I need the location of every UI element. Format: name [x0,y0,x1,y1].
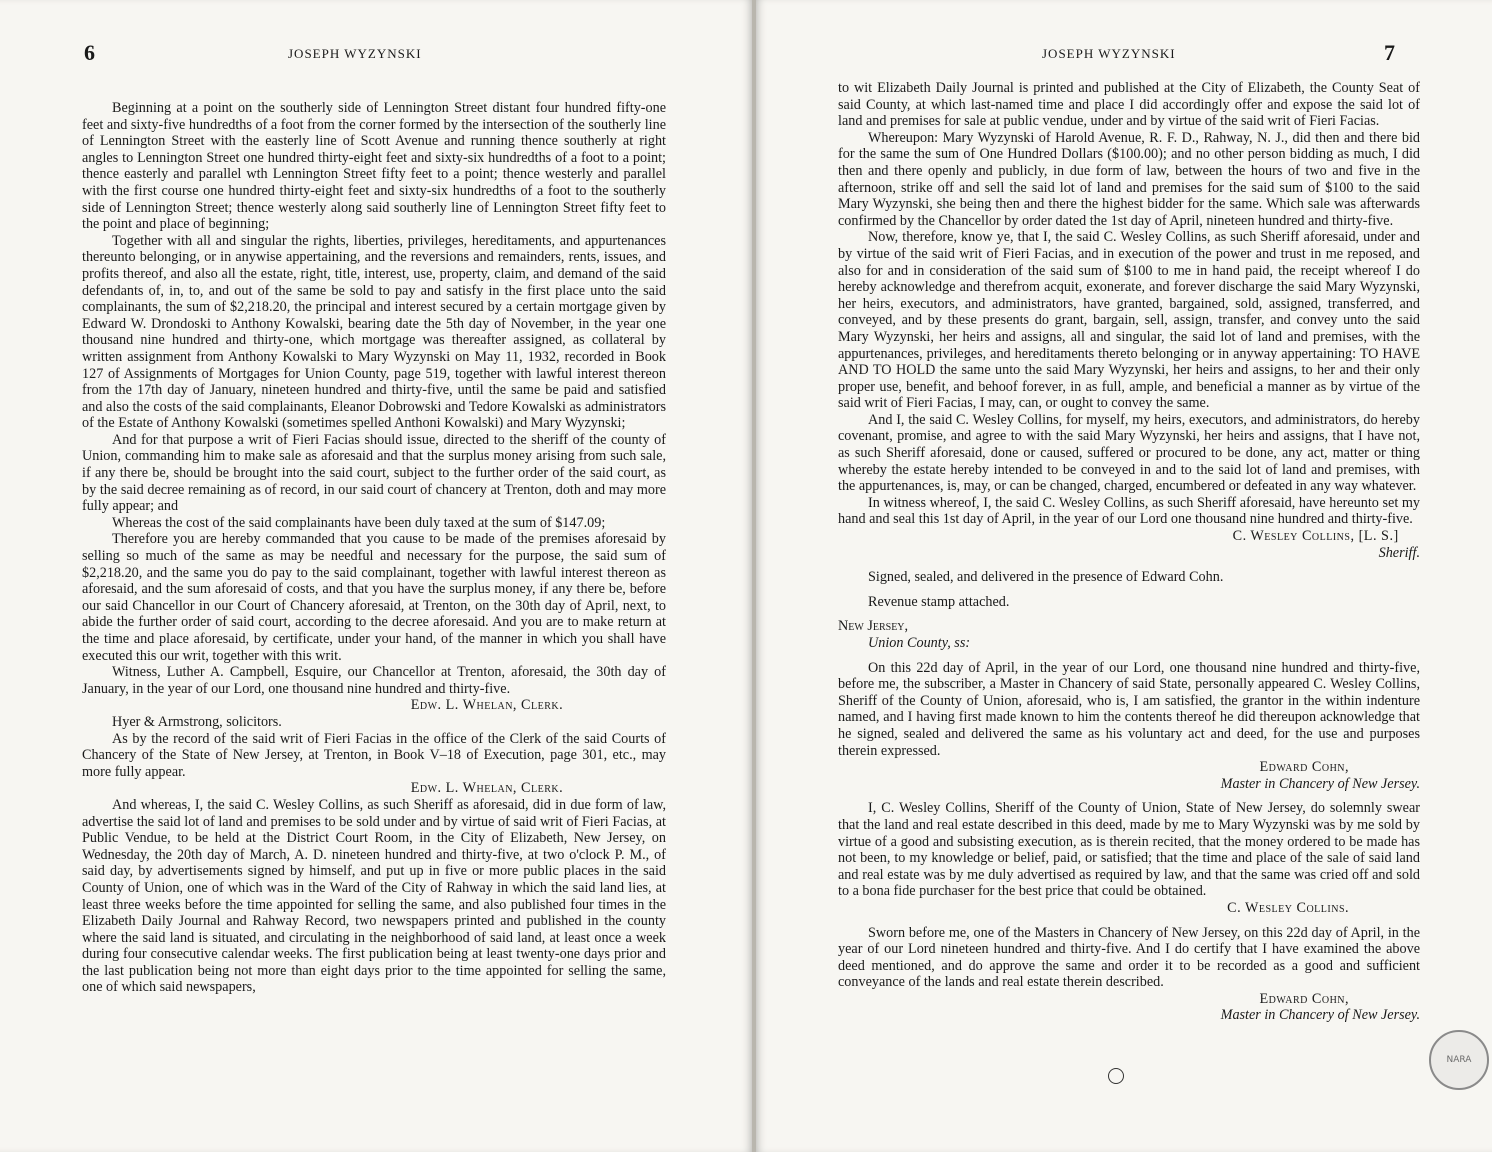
paragraph: On this 22d day of April, in the year of our Lord, one thousand nine hundred and thirty-five, before me, the subscriber, a Master in Chancery of said State, personally appeared C. Wesley Collins, Sheriff of the County of Union, aforesaid, who is, I am satisfied, the grantor in the within indenture named, and I having first made known to him the contents thereof he did thereupon acknowledge that he signed, sealed and delivered the same as his voluntary act and deed, for the use and purposes therein expressed. [838,659,1420,759]
solicitors-line: Hyer & Armstrong, solicitors. [112,713,282,730]
paragraph: Now, therefore, know ye, that I, the said C. Wesley Collins, as such Sheriff aforesaid, under and by virtue of the said writ of Fieri Facias, and in execution of the power and trust in me reposed, and also for and in consideration of the said sum of $100 to me in hand paid, the receipt whereof I do hereby acknowledge and therefrom acquit, exonerate, and forever discharge the said Mary Wyzynski, her heirs, executors, and administrators, have granted, bargained, sold, assigned, transferred, and conveyed, and by these presents do grant, bargain, sell, assign, transfer, and convey unto the said Mary Wyzynski, her heirs and assigns, all and singular, the said lot of land and premises, with the appurtenances, privileges, and hereditaments thereto belonging or in anyway appertaining: TO HAVE AND TO HOLD the same unto the said Mary Wyzynski, her heirs and assigns, to her and their only proper use, benefit, and behoof forever, in as full, ample, and beneficial a manner as by virtue of the said writ of Fieri Facias, I may, can, or ought to convey the same. [838,229,1420,412]
paragraph: I, C. Wesley Collins, Sheriff of the County of Union, State of New Jersey, do solemnly swear that the land and real estate described in this deed, made by me to Mary Wyzynski was by me sold by virtue of a good and subsisting execution, as is therein recited, that the money ordered to be made has not been, to my knowledge or belief, paid, or satisfied; that the time and place of the sale of said land and real estate was by me duly advertised as required by law, and that the same was cried off and sold to a bona fide purchaser for the best price that could be obtained. [838,800,1420,900]
master-title: Master in Chancery of New Jersey. [1220,775,1420,792]
paragraph: And for that purpose a writ of Fieri Facias should issue, directed to the sheriff of the county of Union, commanding him to make sale as aforesaid and that the surplus money arising from such sale, if any there be, should be brought into the said court, subject to the further order of the said court, as by the said decree remaining as of record, in our said court of chancery at Trenton, doth and may more fully appear; and [82,431,666,515]
paragraph: In witness whereof, I, the said C. Wesley Collins, as such Sheriff aforesaid, have hereunto set my hand and seal this 1st day of April, in the year of our Lord one thousand nine hundred and thirty-five. [838,494,1420,528]
paragraph: Whereas the cost of the said complainants have been duly taxed at the sum of $147.09; [112,514,606,531]
sheriff-title: Sheriff. [1378,544,1420,561]
library-stamp-icon: NARA [1429,1030,1489,1090]
master-title: Master in Chancery of New Jersey. [1220,1007,1420,1024]
paragraph: As by the record of the said writ of Fieri Facias in the office of the Clerk of the said Courts of Chancery of the State of New Jersey, at Trenton, in Book V–18 of Execution, page 301, etc., may more fully appear. [82,730,666,780]
master-signature: Edward Cohn, [1259,759,1350,776]
right-page [756,0,1492,1152]
oath-signature: C. Wesley Collins. [1227,899,1350,916]
page-number: 7 [1384,40,1395,65]
left-body-text [82,100,666,996]
paragraph: to wit Elizabeth Daily Journal is printed and published at the City of Elizabeth, the County Seat of said County, at which last-named time and place I did accordingly offer and expose the said lot of land and premises for sale at public vendue, under and by virtue of the said writ of Fieri Facias. [838,80,1420,130]
paragraph: Sworn before me, one of the Masters in Chancery of New Jersey, on this 22d day of April, in the year of our Lord nineteen hundred and thirty-five. And I do certify that I have examined the above deed mentioned, and do approve the same and order it to be recorded as a good and sufficient conveyance of the lands and real estate therein described. [838,924,1420,991]
paragraph: Therefore you are hereby commanded that you cause to be made of the premises aforesaid by selling so much of the same as may be needful and necessary for the purpose, the said sum of $2,218.20, and the same you do pay to the said complainant, together with lawful interest thereon as aforesaid, and the sum aforesaid of costs, and that you have the surplus money, if any there be, before our said Chancellor in our Court of Chancery aforesaid, at Trenton, on the 30th day of April, next, to abide the further order of said court, according to the decree aforesaid. And you are to make return at the time and place aforesaid, by certificate, under your hand, of the manner in which you shall have executed this our writ, together with this writ. [82,531,666,664]
ring-mark-icon [1108,1068,1124,1084]
paragraph: Whereupon: Mary Wyzynski of Harold Avenue, R. F. D., Rahway, N. J., did then and there bid for the same the sum of One Hundred Dollars ($100.00); and no other person bidding as much, I did then and there openly and publicly, in due form of law, between the hours of two and five in the afternoon, strike off and sell the said lot of land and premises for the said sum of $100 to the said Mary Wyzynski, she being then and there the highest bidder for the same. Which sale was afterwards confirmed by the Chancellor by order dated the 1st day of April, nineteen hundred and thirty-five. [838,129,1420,229]
clerk-signature: Edw. L. Whelan, Clerk. [410,697,564,714]
running-head: JOSEPH WYZYNSKI [288,46,422,61]
state-heading: New Jersey, [838,618,909,635]
paragraph: And whereas, I, the said C. Wesley Collins, as such Sheriff as aforesaid, did in due form of law, advertise the said lot of land and premises to be sold under and by virtue of said writ of Fieri Facias, at Public Vendue, to be held at the District Court Room, in the City of Elizabeth, New Jersey, on Wednesday, the 20th day of March, A. D. nineteen hundred and thirty-five, at two o'clock P. M., of said day, by advertisements signed by himself, and put up in five or more public places in the said County of Union, one of which was in the Ward of the City of Rahway in which the said land lies, at least three weeks before the time appointed for selling the same, and also published four times in the Elizabeth Daily Journal and Rahway Record, two newspapers printed and published in the county where the said land is situated, and circulating in the neighborhood of said land, at least once a week during four consecutive calendar weeks. The first publication being at least twenty-one days prior and the last publication being not more than eight days prior to the time appointed for selling the same, one of which said newspapers, [82,796,666,996]
county-heading: Union County, ss: [868,635,971,651]
right-body-text [838,80,1420,1024]
page-number: 6 [84,40,95,65]
paragraph: And I, the said C. Wesley Collins, for myself, my heirs, executors, and administrators, do hereby covenant, promise, and agree to with the said Mary Wyzynski, her heirs and assigns, that I have not, as such Sheriff aforesaid, done or caused, suffered or procured to be done, any act, matter or thing whereby the estate hereby intended to be conveyed in and to the said lot of land and premises, with the appurtenances, is, may, or can be changed, charged, encumbered or defeated in any way whatever. [838,411,1420,495]
stamp-line: Revenue stamp attached. [868,593,1010,610]
paragraph: Witness, Luther A. Campbell, Esquire, our Chancellor at Trenton, aforesaid, the 30th day of January, in the year of our Lord, one thousand nine hundred and thirty-five. [82,664,666,697]
sheriff-signature: C. Wesley Collins, [L. S.] [1232,528,1399,545]
signed-line: Signed, sealed, and delivered in the presence of Edward Cohn. [868,569,1224,586]
clerk-signature: Edw. L. Whelan, Clerk. [410,780,564,797]
running-head: JOSEPH WYZYNSKI [1042,46,1176,61]
master-signature: Edward Cohn, [1259,990,1350,1007]
paragraph: Together with all and singular the rights, liberties, privileges, hereditaments, and appurtenances thereunto belonging, or in anywise appertaining, and the reversions and remainders, rents, issues, and profits thereof, and also all the estate, right, title, interest, use, property, claim, and demand of the said defendants of, in, to, and out of the same be sold to pay and satisfy in the first place unto the said complainants, the sum of $2,218.20, the principal and interest secured by a certain mortgage given by Edward W. Drondoski to Anthony Kowalski, bearing date the 5th day of November, in the year one thousand nine hundred and thirty-one, which mortgage was thereafter assigned, as collateral by written assignment from Anthony Kowalski to Mary Wyzynski on May 11, 1932, recorded in Book 127 of Assignments of Mortgages for Union County, page 519, together with lawful interest thereon from the 17th day of January, nineteen hundred and thirty-five, until the same be paid and satisfied and also the costs of the said complainants, Eleanor Dobrowski and Tedore Kowalski as administrators of the Estate of Anthony Kowalski (sometimes spelled Anthoni Kowalski) and Mary Wyzynski; [82,232,666,432]
paragraph: Beginning at a point on the southerly side of Lennington Street distant four hundred fifty-one feet and sixty-five hundredths of a foot from the corner formed by the intersection of the southerly line of Lennington Street with the easterly line of Scott Avenue and running thence southerly at right angles to Lennington Street one hundred thirty-eight feet and sixty-six hundredths of a foot to a point; thence easterly and parallel wth Lennington Street fifty feet to a point; thence westerly and parallel with the first course one hundred thirty-eight feet and sixty-six hundredths of a foot to the southerly side of Lennington Street; thence westerly along said southerly line of Lennington Street fifty feet to the point and place of beginning; [82,100,666,233]
